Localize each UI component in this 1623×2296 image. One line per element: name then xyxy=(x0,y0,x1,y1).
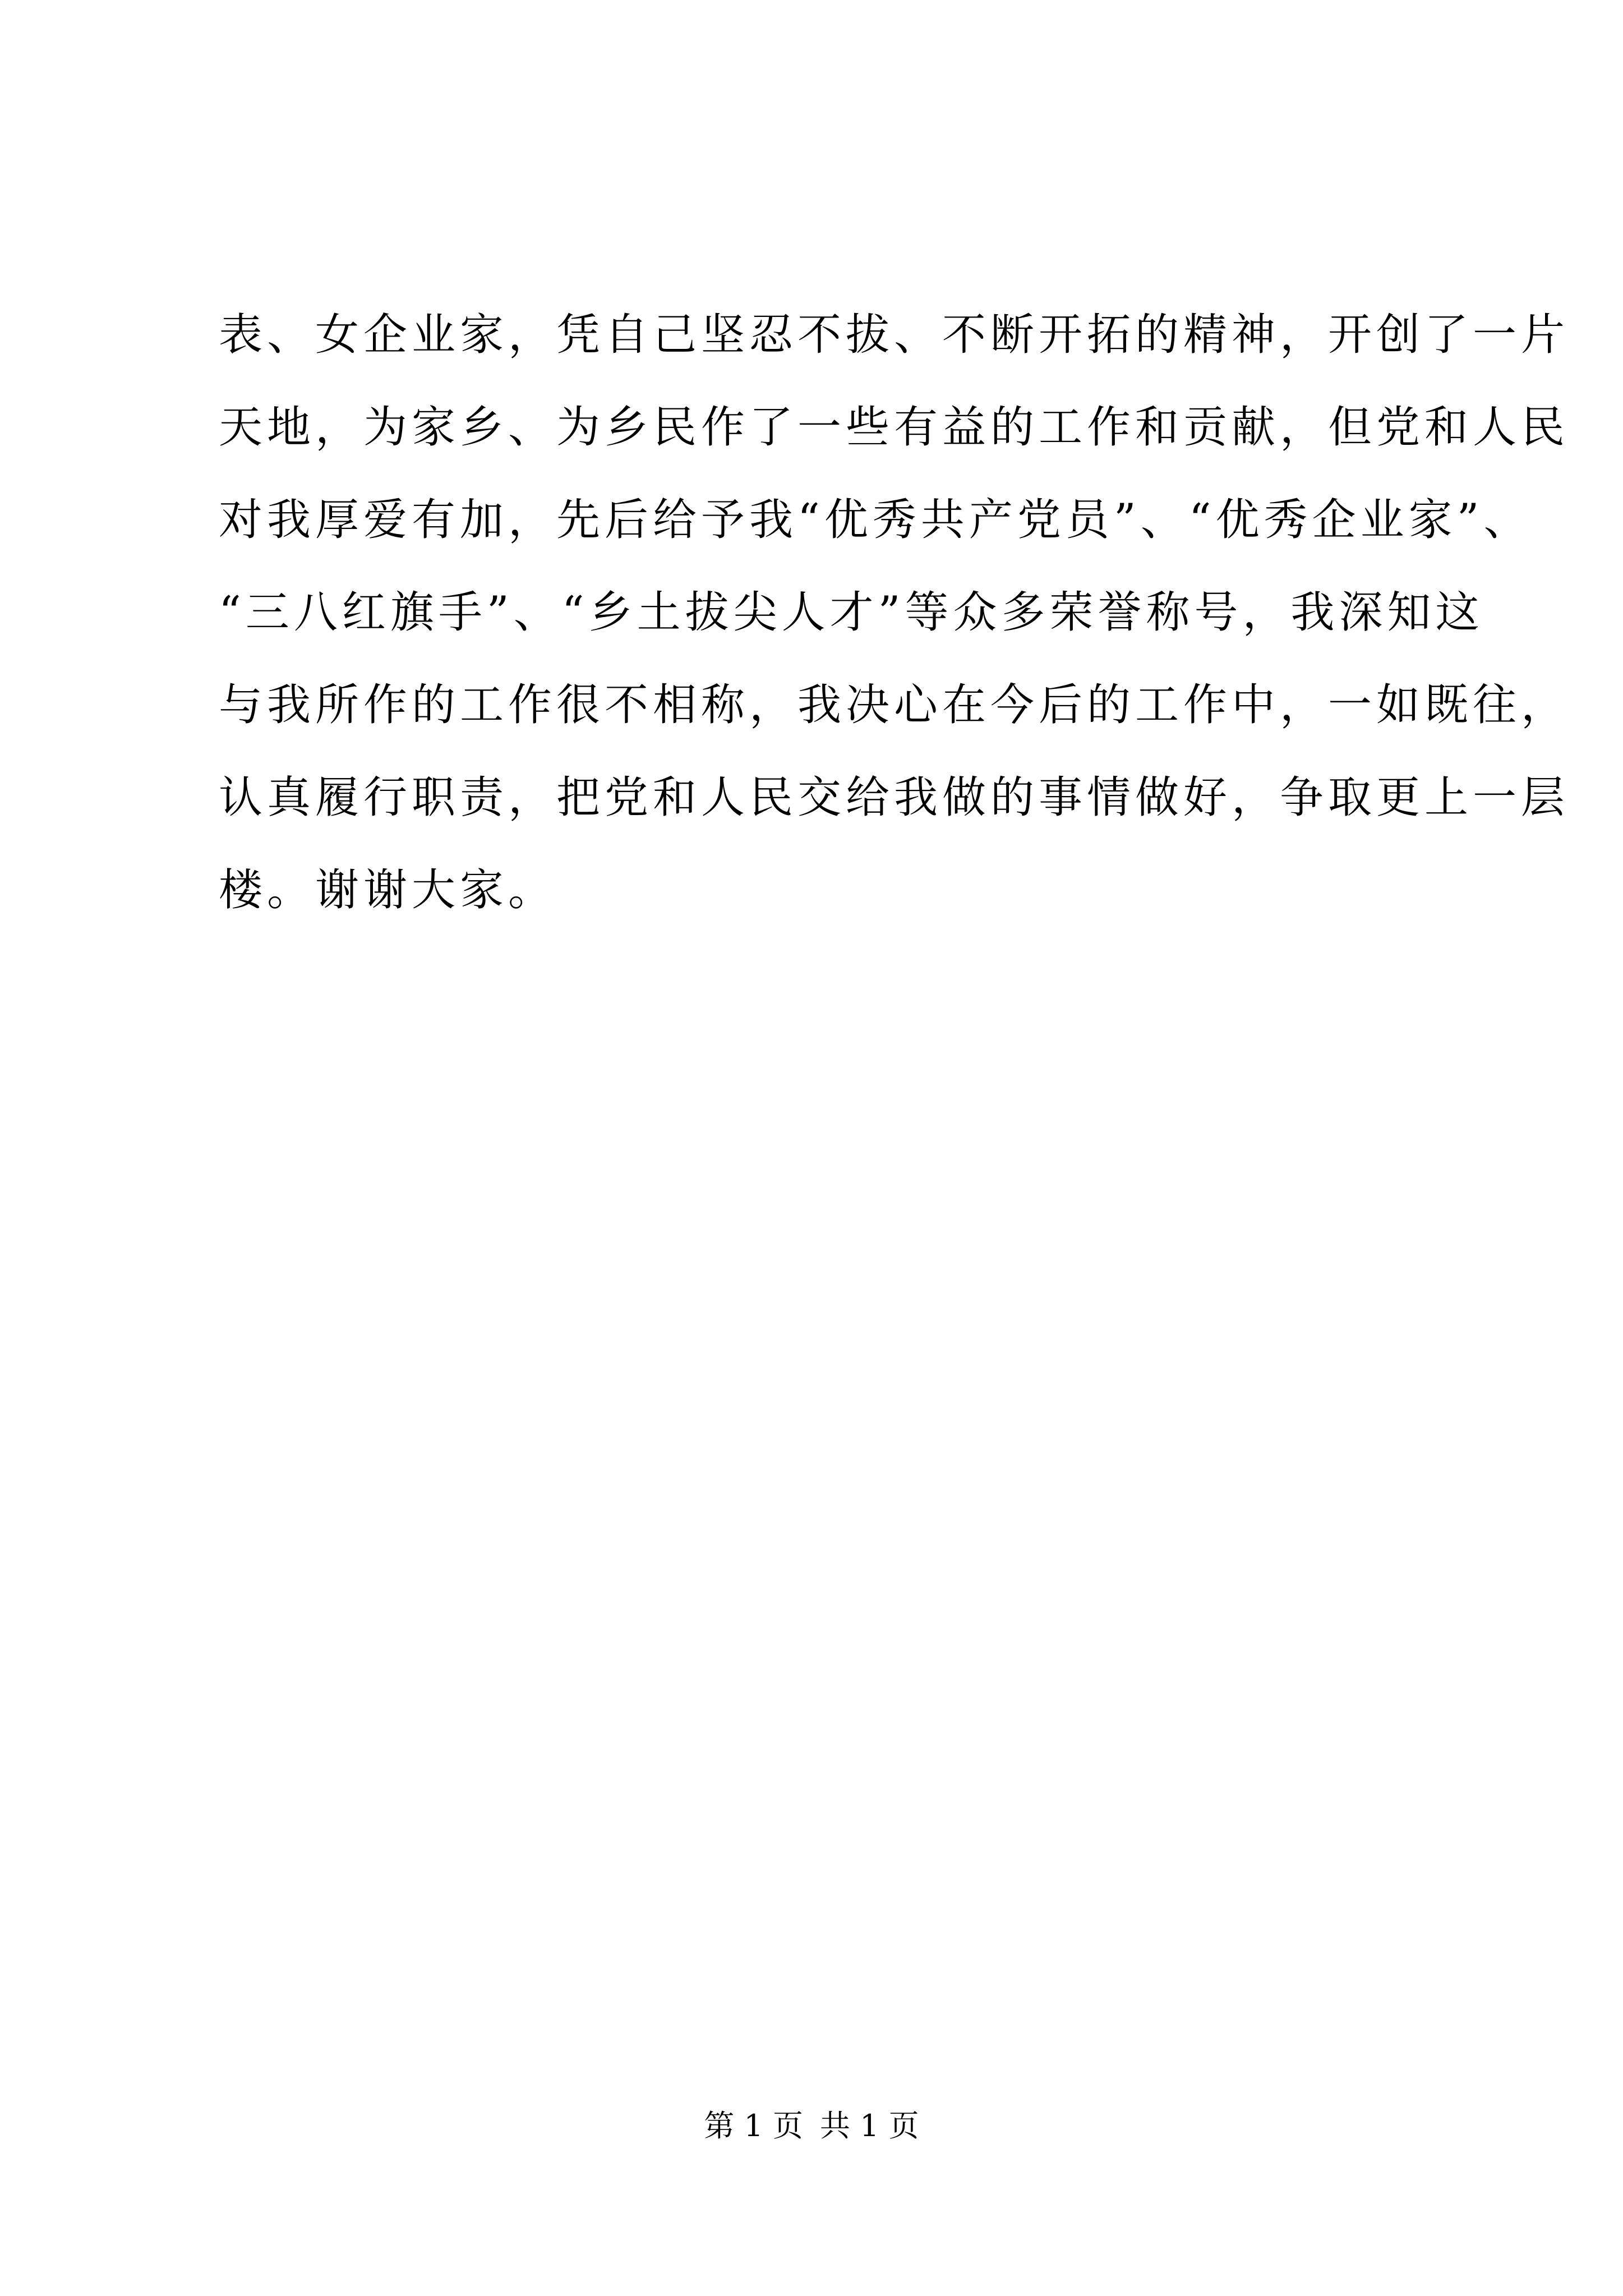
page-footer xyxy=(0,2106,1623,2146)
text-line: 楼。谢谢大家。 xyxy=(219,865,557,915)
text-line: 认真履行职责，把党和人民交给我做的事情做好，争取更上一层 xyxy=(219,772,1570,823)
text-line: 表、女企业家，凭自己坚忍不拔、不断开拓的精神，开创了一片 xyxy=(219,310,1570,360)
text-line: 对我厚爱有加，先后给予我“优秀共产党员”、“优秀企业家”、 xyxy=(219,495,1532,545)
text-line: 与我所作的工作很不相称，我决心在今后的工作中，一如既往， xyxy=(219,680,1570,730)
text-line: 天地，为家乡、为乡民作了一些有益的工作和贡献，但党和人民 xyxy=(219,402,1570,453)
page-total: 共 1 页 xyxy=(820,2108,919,2143)
page-number: 第 1 页 xyxy=(704,2108,803,2143)
body-paragraph xyxy=(219,289,1570,937)
text-line: “三八红旗手”、“乡土拔尖人才”等众多荣誉称号，我深知这 xyxy=(219,587,1484,638)
